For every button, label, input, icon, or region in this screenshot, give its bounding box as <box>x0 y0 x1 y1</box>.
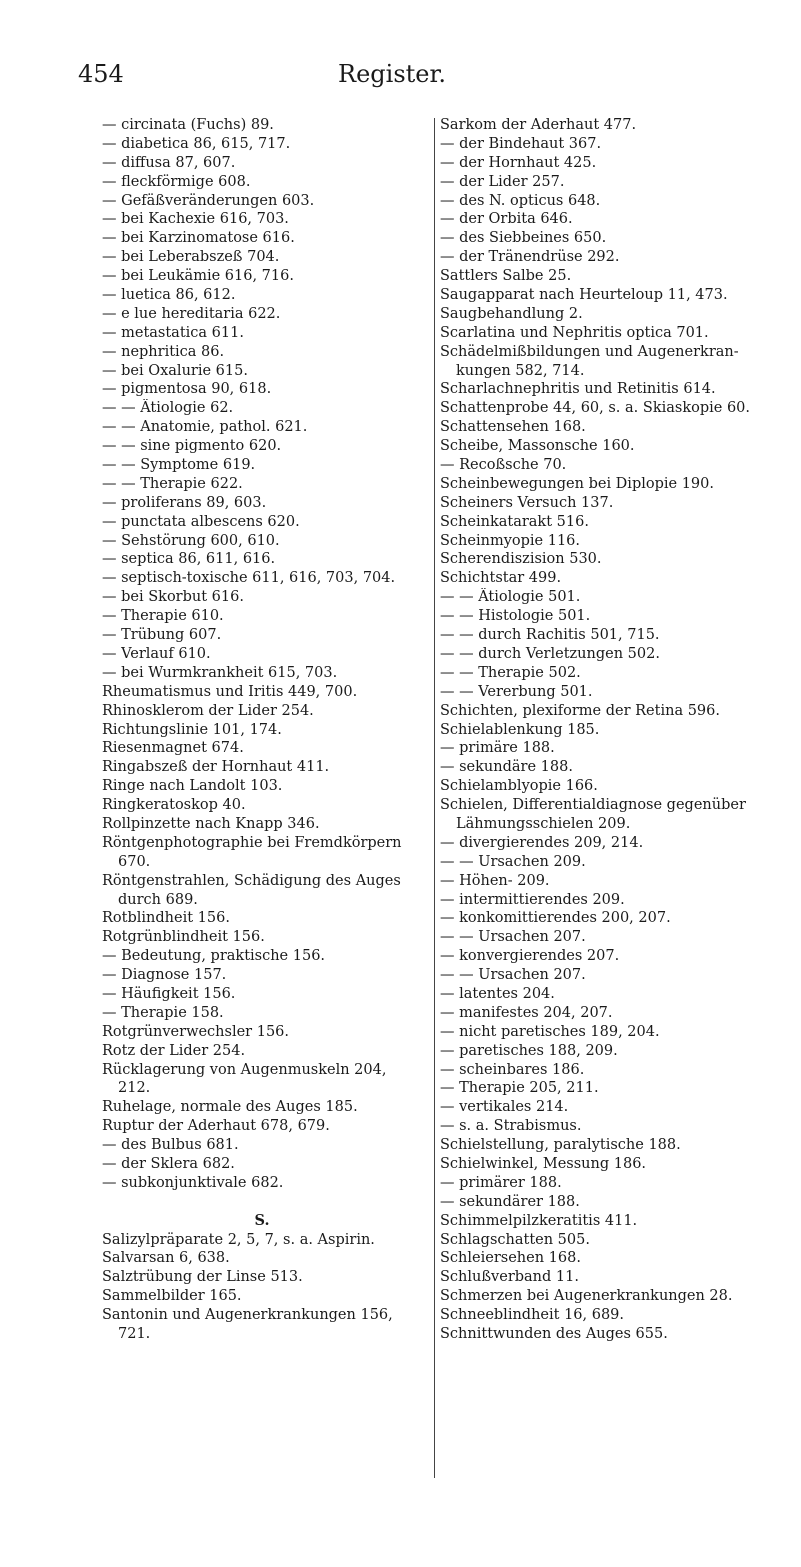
index-entry: Schlagschatten 505. <box>440 1231 590 1248</box>
index-entry: Röntgenphotographie bei Fremdkörpern <box>102 834 402 851</box>
index-entry: — subkonjunktivale 682. <box>102 1174 284 1191</box>
index-entry: — Gefäßveränderungen 603. <box>102 192 315 209</box>
index-entry: Schlußverband 11. <box>440 1269 579 1286</box>
index-entry: — metastatica 611. <box>102 324 244 341</box>
index-entry: durch 689. <box>118 891 198 908</box>
index-entry: — divergierendes 209, 214. <box>440 834 644 851</box>
page-title: Register. <box>338 60 446 88</box>
index-entry: Salvarsan 6, 638. <box>102 1250 230 1267</box>
index-entry: Schattensehen 168. <box>440 419 586 436</box>
index-entry: — des Bulbus 681. <box>102 1137 239 1154</box>
index-entry: Rhinosklerom der Lider 254. <box>102 702 314 719</box>
index-entry: — nephritica 86. <box>102 343 225 360</box>
index-entry: Scheiners Versuch 137. <box>440 494 614 511</box>
index-entry: — primäre 188. <box>440 740 555 757</box>
index-entry: — bei Leberabszeß 704. <box>102 249 280 266</box>
index-entry: Schleiersehen 168. <box>440 1250 581 1267</box>
index-entry: Rotgrünverwechsler 156. <box>102 1023 290 1040</box>
index-entry: — — Histologie 501. <box>440 608 591 625</box>
index-entry: — Höhen- 209. <box>440 872 550 889</box>
index-entry: 721. <box>118 1326 151 1342</box>
index-entry: — bei Oxalurie 615. <box>102 362 248 379</box>
index-entry: — sekundärer 188. <box>440 1193 580 1210</box>
index-entry: Sammelbilder 165. <box>102 1288 242 1305</box>
index-entry: Saugapparat nach Heurteloup 11, 473. <box>440 287 728 304</box>
index-entry: — — Therapie 622. <box>102 475 243 492</box>
index-entry: — pigmentosa 90, 618. <box>102 381 272 398</box>
index-entry: — luetica 86, 612. <box>102 287 236 304</box>
left-column <box>102 116 432 1344</box>
index-entry: — paretisches 188, 209. <box>440 1042 618 1059</box>
index-entry: Schneeblindheit 16, 689. <box>440 1307 625 1324</box>
index-entry: Scarlatina und Nephritis optica 701. <box>440 324 709 341</box>
index-entry: Rücklagerung von Augenmuskeln 204, <box>102 1061 387 1078</box>
index-entry: — scheinbares 186. <box>440 1061 585 1078</box>
column-divider <box>434 118 435 1478</box>
index-entry: — septisch-toxische 611, 616, 703, 704. <box>102 570 396 587</box>
index-entry: — bei Leukämie 616, 716. <box>102 268 294 285</box>
index-entry: — — Anatomie, pathol. 621. <box>102 419 308 436</box>
index-entry: — — Symptome 619. <box>102 457 256 474</box>
index-entry: Saugbehandlung 2. <box>440 305 583 322</box>
index-entry: — der Sklera 682. <box>102 1155 235 1172</box>
index-entry: Sattlers Salbe 25. <box>440 268 572 285</box>
index-entry: — Therapie 205, 211. <box>440 1080 599 1097</box>
index-entry: Rheumatismus und Iritis 449, 700. <box>102 683 358 700</box>
index-entry: Schichtstar 499. <box>440 570 562 587</box>
index-entry: — bei Karzinomatose 616. <box>102 230 295 247</box>
index-entry: — circinata (Fuchs) 89. <box>102 117 274 133</box>
index-entry: — — Ursachen 207. <box>440 929 586 946</box>
index-entry: — — durch Rachitis 501, 715. <box>440 627 660 644</box>
index-entry: Schädelmißbildungen und Augenerkran- <box>440 343 739 360</box>
index-entry: — latentes 204. <box>440 985 555 1002</box>
index-entry: — konvergierendes 207. <box>440 948 620 965</box>
index-entry: — — durch Verletzungen 502. <box>440 645 660 662</box>
index-entry: — vertikales 214. <box>440 1099 569 1116</box>
index-entry: — Therapie 158. <box>102 1004 224 1021</box>
index-entry: Ringabszeß der Hornhaut 411. <box>102 759 330 776</box>
index-entry: Santonin und Augenerkrankungen 156, <box>102 1307 393 1324</box>
index-entry: Röntgenstrahlen, Schädigung des Auges <box>102 872 401 889</box>
index-entry: — der Bindehaut 367. <box>440 135 602 152</box>
index-entry: — diffusa 87, 607. <box>102 154 236 171</box>
index-entry: Sarkom der Aderhaut 477. <box>440 117 637 133</box>
index-entry: — bei Wurmkrankheit 615, 703. <box>102 664 338 681</box>
index-entry: Schielablenkung 185. <box>440 721 600 738</box>
index-entry: — Diagnose 157. <box>102 967 227 984</box>
index-entry: — — Ursachen 207. <box>440 967 586 984</box>
index-entry: Ringe nach Landolt 103. <box>102 778 283 795</box>
index-entry: Salztrübung der Linse 513. <box>102 1269 303 1286</box>
index-entry: Schattenprobe 44, 60, s. a. Skiaskopie 60. <box>440 400 751 417</box>
index-entry: — primärer 188. <box>440 1174 562 1191</box>
index-entry: — Trübung 607. <box>102 627 222 644</box>
page-header <box>0 60 801 100</box>
index-entry: Scheinmyopie 116. <box>440 532 581 549</box>
index-entry: Schielamblyopie 166. <box>440 778 598 795</box>
index-entry: — Therapie 610. <box>102 608 224 625</box>
index-entry <box>102 1193 432 1212</box>
index-entry: — — Vererbung 501. <box>440 683 593 700</box>
index-entry: — bei Kachexie 616, 703. <box>102 211 289 228</box>
index-entry: Rotgrünblindheit 156. <box>102 929 265 946</box>
index-entry: — septica 86, 611, 616. <box>102 551 276 568</box>
index-entry: Riesenmagnet 674. <box>102 740 244 757</box>
index-entry: — — sine pigmento 620. <box>102 438 282 455</box>
index-entry: Ringkeratoskop 40. <box>102 797 246 814</box>
right-column <box>440 116 801 1344</box>
index-entry: — der Lider 257. <box>440 173 565 190</box>
index-entry: — proliferans 89, 603. <box>102 494 267 511</box>
index-entry: Scheibe, Massonsche 160. <box>440 438 635 455</box>
page-number: 454 <box>78 60 124 88</box>
index-entry: 212. <box>118 1080 151 1097</box>
index-entry: — e lue hereditaria 622. <box>102 305 281 322</box>
index-entry: — Bedeutung, praktische 156. <box>102 948 326 965</box>
index-entry: Scharlachnephritis und Retinitis 614. <box>440 381 716 398</box>
index-entry: Rotblindheit 156. <box>102 910 230 927</box>
index-entry: Schielwinkel, Messung 186. <box>440 1155 647 1172</box>
index-entry: — konkomittierendes 200, 207. <box>440 910 671 927</box>
index-entry: Ruhelage, normale des Auges 185. <box>102 1099 358 1116</box>
index-entry: Rotz der Lider 254. <box>102 1042 246 1059</box>
index-entry: — des N. opticus 648. <box>440 192 601 209</box>
index-entry: — sekundäre 188. <box>440 759 573 776</box>
index-entry: — Verlauf 610. <box>102 645 211 662</box>
section-letter-heading: S. <box>254 1211 270 1229</box>
index-entry: — — Ätiologie 62. <box>102 400 234 417</box>
index-entry: Schielen, Differentialdiagnose gegenüber <box>440 797 746 814</box>
index-entry: — Recoßsche 70. <box>440 457 567 474</box>
index-entry: 670. <box>118 853 151 870</box>
index-entry: Schnittwunden des Auges 655. <box>440 1326 668 1342</box>
index-entry: — der Tränendrüse 292. <box>440 249 620 266</box>
index-entry: Ruptur der Aderhaut 678, 679. <box>102 1118 330 1135</box>
index-entry: Schielstellung, paralytische 188. <box>440 1137 681 1154</box>
index-entry: — s. a. Strabismus. <box>440 1118 582 1135</box>
index-entry: — fleckförmige 608. <box>102 173 251 190</box>
index-entry: Schichten, plexiforme der Retina 596. <box>440 702 720 719</box>
index-entry: Scheinbewegungen bei Diplopie 190. <box>440 475 714 492</box>
index-entry: — — Therapie 502. <box>440 664 581 681</box>
index-entry: — — Ätiologie 501. <box>440 589 581 606</box>
index-entry: — des Siebbeines 650. <box>440 230 607 247</box>
index-entry: kungen 582, 714. <box>456 362 585 379</box>
index-entry: — der Orbita 646. <box>440 211 573 228</box>
index-entry: Lähmungsschielen 209. <box>456 815 631 832</box>
index-entry: — der Hornhaut 425. <box>440 154 597 171</box>
index-entry: Salizylpräparate 2, 5, 7, s. a. Aspirin. <box>102 1231 375 1248</box>
index-entry: — manifestes 204, 207. <box>440 1004 613 1021</box>
index-entry: — punctata albescens 620. <box>102 513 300 530</box>
index-entry: — Sehstörung 600, 610. <box>102 532 280 549</box>
index-entry: — bei Skorbut 616. <box>102 589 244 606</box>
index-entry: — — Ursachen 209. <box>440 853 586 870</box>
index-entry: Scheinkatarakt 516. <box>440 513 589 530</box>
index-entry: — Häufigkeit 156. <box>102 985 236 1002</box>
index-entry: Scherendiszision 530. <box>440 551 602 568</box>
index-entry: Schimmelpilzkeratitis 411. <box>440 1212 638 1229</box>
index-entry: Richtungslinie 101, 174. <box>102 721 282 738</box>
index-entry: — diabetica 86, 615, 717. <box>102 135 291 152</box>
index-entry: Rollpinzette nach Knapp 346. <box>102 815 320 832</box>
index-entry: — nicht paretisches 189, 204. <box>440 1023 660 1040</box>
index-entry: — intermittierendes 209. <box>440 891 625 908</box>
index-entry: Schmerzen bei Augenerkrankungen 28. <box>440 1288 733 1305</box>
